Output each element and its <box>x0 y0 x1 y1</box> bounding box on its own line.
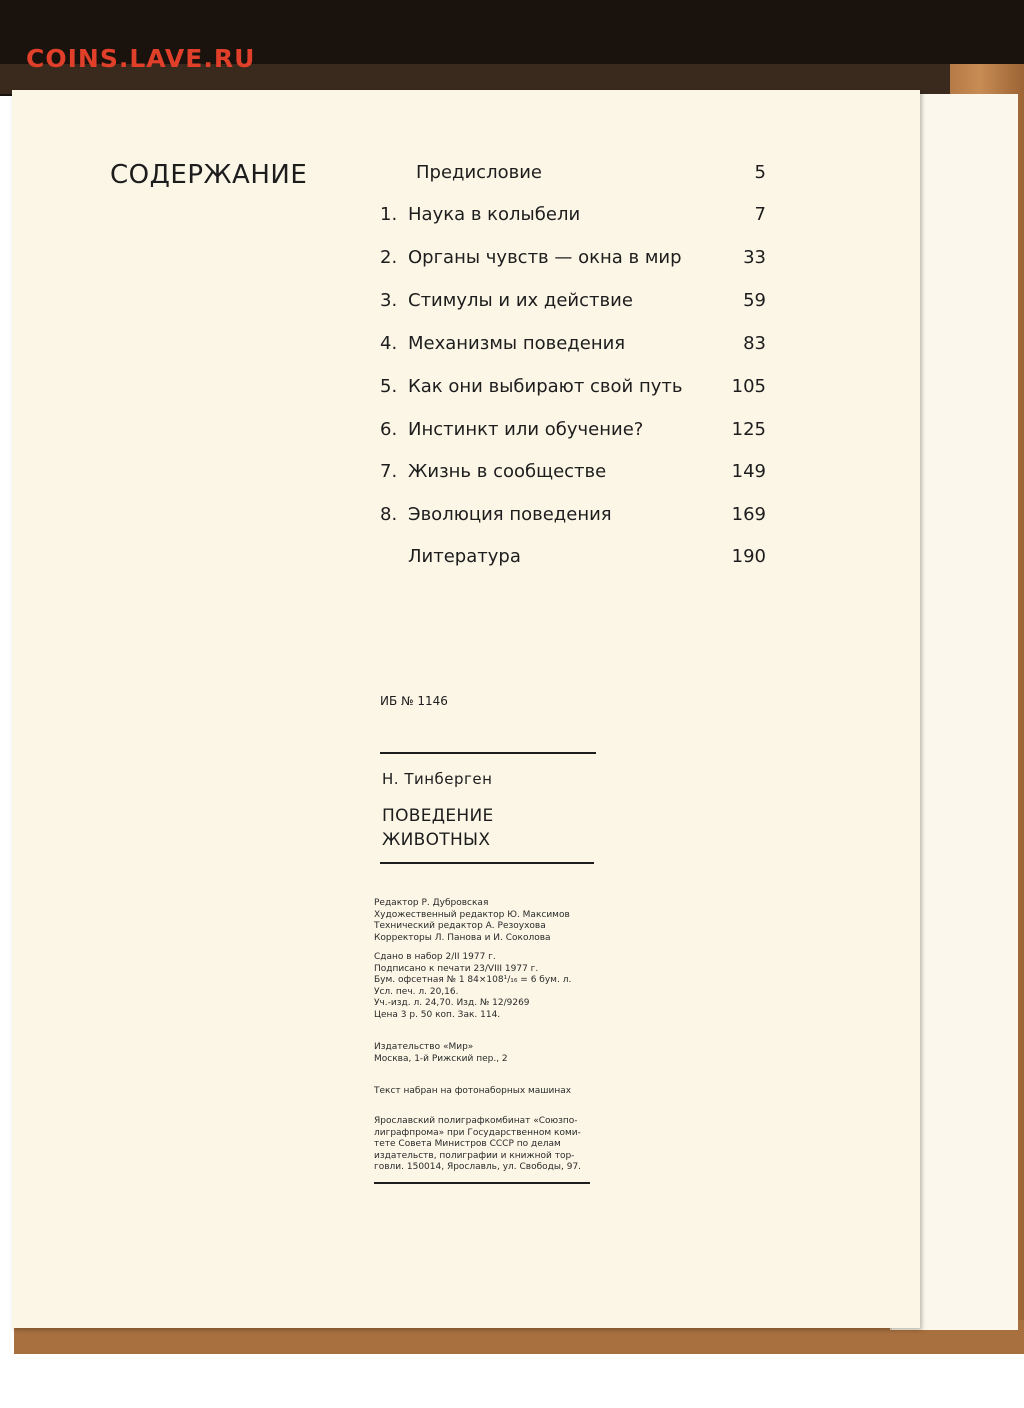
watermark: COINS.LAVE.RU <box>26 44 256 73</box>
imprint-line: говли. 150014, Ярославль, ул. Свободы, 97. <box>374 1162 582 1173</box>
toc-entry-title: Инстинкт или обучение? <box>408 419 644 440</box>
imprint-line: Москва, 1-й Рижский пер., 2 <box>374 1053 508 1064</box>
toc-entry-page: 125 <box>731 419 766 440</box>
imprint-line: Цена 3 р. 50 коп. Зак. 114. <box>374 1009 501 1020</box>
toc-entry <box>380 419 766 449</box>
ib-number: ИБ № 1146 <box>380 694 448 708</box>
toc-entry-title: Стимулы и их действие <box>408 290 633 311</box>
toc-entry-page: 33 <box>743 247 766 268</box>
toc-entry-number: 2. <box>380 247 398 268</box>
toc-entry-page: 83 <box>743 333 766 354</box>
imprint-line: Редактор Р. Дубровская <box>374 898 489 908</box>
imprint-print-data <box>374 952 571 1022</box>
toc-entry-number: 7. <box>380 461 398 482</box>
imprint-typeset <box>374 1086 571 1098</box>
imprint-line: Подписано к печати 23/VIII 1977 г. <box>374 963 539 974</box>
divider-rule <box>380 752 596 754</box>
toc-entry <box>380 546 766 576</box>
imprint-line: Технический редактор А. Резоухова <box>374 921 546 932</box>
toc-entry-page: 7 <box>754 204 766 225</box>
imprint-line: Ярославский полиграфкомбинат «Союзпо- <box>374 1116 578 1126</box>
toc-entry-title: Как они выбирают свой путь <box>408 376 683 397</box>
toc-entry-number: 8. <box>380 504 398 525</box>
book-title <box>382 804 494 852</box>
imprint-line: Текст набран на фотонаборных машинах <box>374 1086 572 1096</box>
imprint-publisher <box>374 1042 508 1065</box>
book-title-line: ПОВЕДЕНИЕ <box>382 806 494 826</box>
toc-entry-page: 59 <box>743 290 766 311</box>
toc-entry-title: Жизнь в сообществе <box>408 461 607 482</box>
toc-heading: СОДЕРЖАНИЕ <box>110 160 308 190</box>
toc-entry-page: 149 <box>731 461 766 482</box>
imprint-line: Усл. печ. л. 20,16. <box>374 986 459 997</box>
toc-entry <box>380 504 766 534</box>
toc-entry <box>380 290 766 320</box>
imprint-line: Издательство «Мир» <box>374 1042 474 1052</box>
toc-entry <box>380 162 766 192</box>
divider-rule <box>374 1182 590 1184</box>
toc-entry-page: 5 <box>754 162 766 183</box>
toc-entry-title: Предисловие <box>416 162 542 183</box>
toc-entry-number: 3. <box>380 290 398 311</box>
imprint-printer <box>374 1116 581 1174</box>
book-page <box>12 90 920 1328</box>
imprint-line: Художественный редактор Ю. Максимов <box>374 909 570 920</box>
toc-entry-title: Литература <box>408 546 521 567</box>
toc-entry-number: 6. <box>380 419 398 440</box>
toc-entry <box>380 247 766 277</box>
toc-entry <box>380 376 766 406</box>
author-name: Н. Тинберген <box>382 770 493 788</box>
toc-entry-number: 1. <box>380 204 398 225</box>
toc-entry-page: 169 <box>731 504 766 525</box>
imprint-staff <box>374 898 570 944</box>
imprint-line: Уч.-изд. л. 24,70. Изд. № 12/9269 <box>374 998 530 1009</box>
imprint-line: издательств, полиграфии и книжной тор- <box>374 1150 575 1161</box>
toc-entry-title: Эволюция поведения <box>408 504 612 525</box>
book-title-line: ЖИВОТНЫХ <box>382 830 491 850</box>
toc-entry <box>380 333 766 363</box>
divider-rule <box>380 862 594 864</box>
imprint-line: Корректоры Л. Панова и И. Соколова <box>374 932 551 943</box>
toc-entry <box>380 204 766 234</box>
imprint-line: лиграфпрома» при Государственном коми- <box>374 1127 581 1138</box>
toc-entry-title: Наука в колыбели <box>408 204 581 225</box>
toc-entry <box>380 461 766 491</box>
imprint-line: тете Совета Министров СССР по делам <box>374 1139 561 1150</box>
toc-entry-number: 5. <box>380 376 398 397</box>
imprint-line: Сдано в набор 2/II 1977 г. <box>374 952 496 962</box>
toc-entry-number: 4. <box>380 333 398 354</box>
toc-entry-page: 190 <box>731 546 766 567</box>
imprint-line: Бум. офсетная № 1 84×108¹/₁₆ = 6 бум. л. <box>374 975 572 986</box>
toc-entry-title: Органы чувств — окна в мир <box>408 247 682 268</box>
toc-entry-title: Механизмы поведения <box>408 333 626 354</box>
toc-entry-page: 105 <box>731 376 766 397</box>
